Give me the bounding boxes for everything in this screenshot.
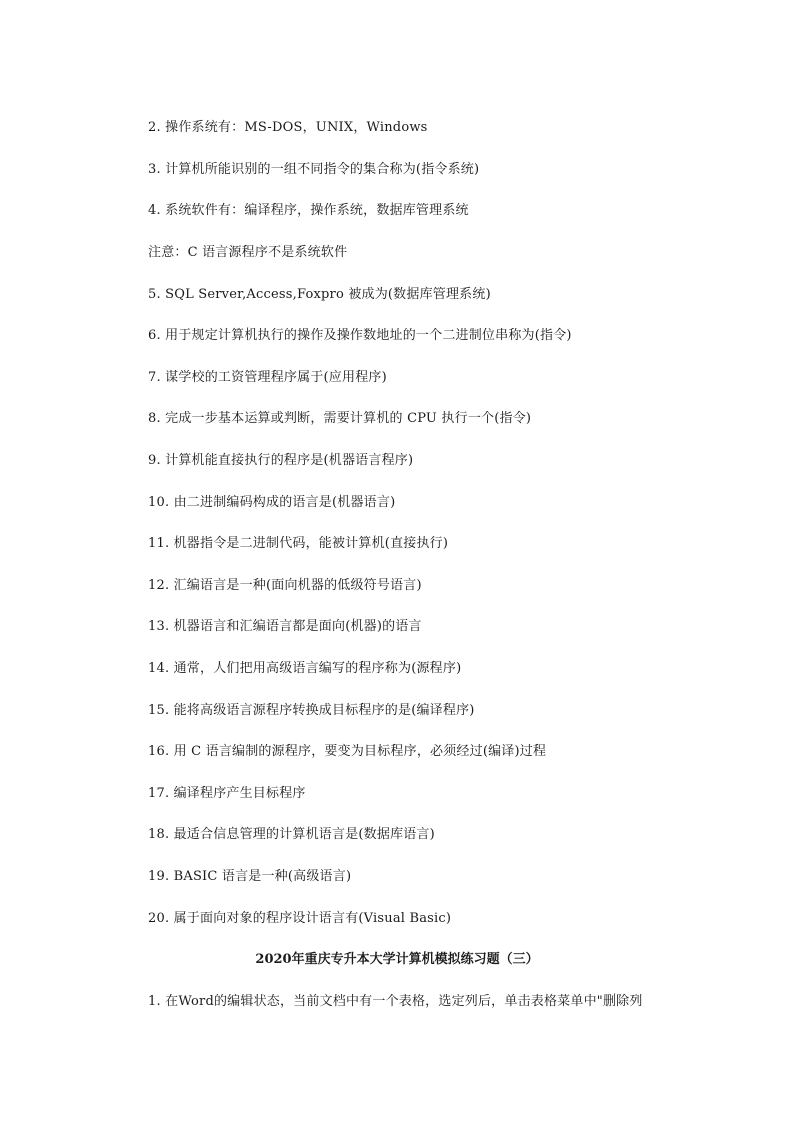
document-line: 15. 能将高级语言源程序转换成目标程序的是(编译程序): [148, 703, 475, 718]
document-line: 1. 在Word的编辑状态，当前文档中有一个表格，选定列后，单击表格菜单中"删除列: [148, 994, 643, 1009]
document-line: 13. 机器语言和汇编语言都是面向(机器)的语言: [148, 619, 422, 634]
document-line: 9. 计算机能直接执行的程序是(机器语言程序): [148, 453, 414, 468]
document-line: 8. 完成一步基本运算或判断，需要计算机的 CPU 执行一个(指令): [148, 411, 532, 426]
document-line: 19. BASIC 语言是一种(高级语言): [148, 869, 352, 884]
document-line: 10. 由二进制编码构成的语言是(机器语言): [148, 495, 396, 510]
section-heading: 2020年重庆专升本大学计算机模拟练习题（三）: [255, 952, 539, 967]
document-line: 17. 编译程序产生目标程序: [148, 786, 306, 801]
document-line: 5. SQL Server,Access,Foxpro 被成为(数据库管理系统): [148, 287, 491, 302]
document-line: 2. 操作系统有：MS-DOS，UNIX，Windows: [148, 120, 428, 135]
document-line: 20. 属于面向对象的程序设计语言有(Visual Basic): [148, 911, 452, 926]
document-line: 11. 机器指令是二进制代码，能被计算机(直接执行): [148, 536, 449, 551]
document-line: 6. 用于规定计算机执行的操作及操作数地址的一个二进制位串称为(指令): [148, 328, 572, 343]
document-line: 3. 计算机所能识别的一组不同指令的集合称为(指令系统): [148, 162, 480, 177]
document-note: 注意：C 语言源程序不是系统软件: [148, 245, 348, 260]
document-line: 18. 最适合信息管理的计算机语言是(数据库语言): [148, 827, 435, 842]
document-line: 14. 通常，人们把用高级语言编写的程序称为(源程序): [148, 661, 462, 676]
document-line: 12. 汇编语言是一种(面向机器的低级符号语言): [148, 578, 422, 593]
document-line: 16. 用 C 语言编制的源程序，要变为目标程序，必须经过(编译)过程: [148, 744, 547, 759]
document-line: 4. 系统软件有：编译程序，操作系统，数据库管理系统: [148, 203, 469, 218]
document-line: 7. 谋学校的工资管理程序属于(应用程序): [148, 370, 387, 385]
